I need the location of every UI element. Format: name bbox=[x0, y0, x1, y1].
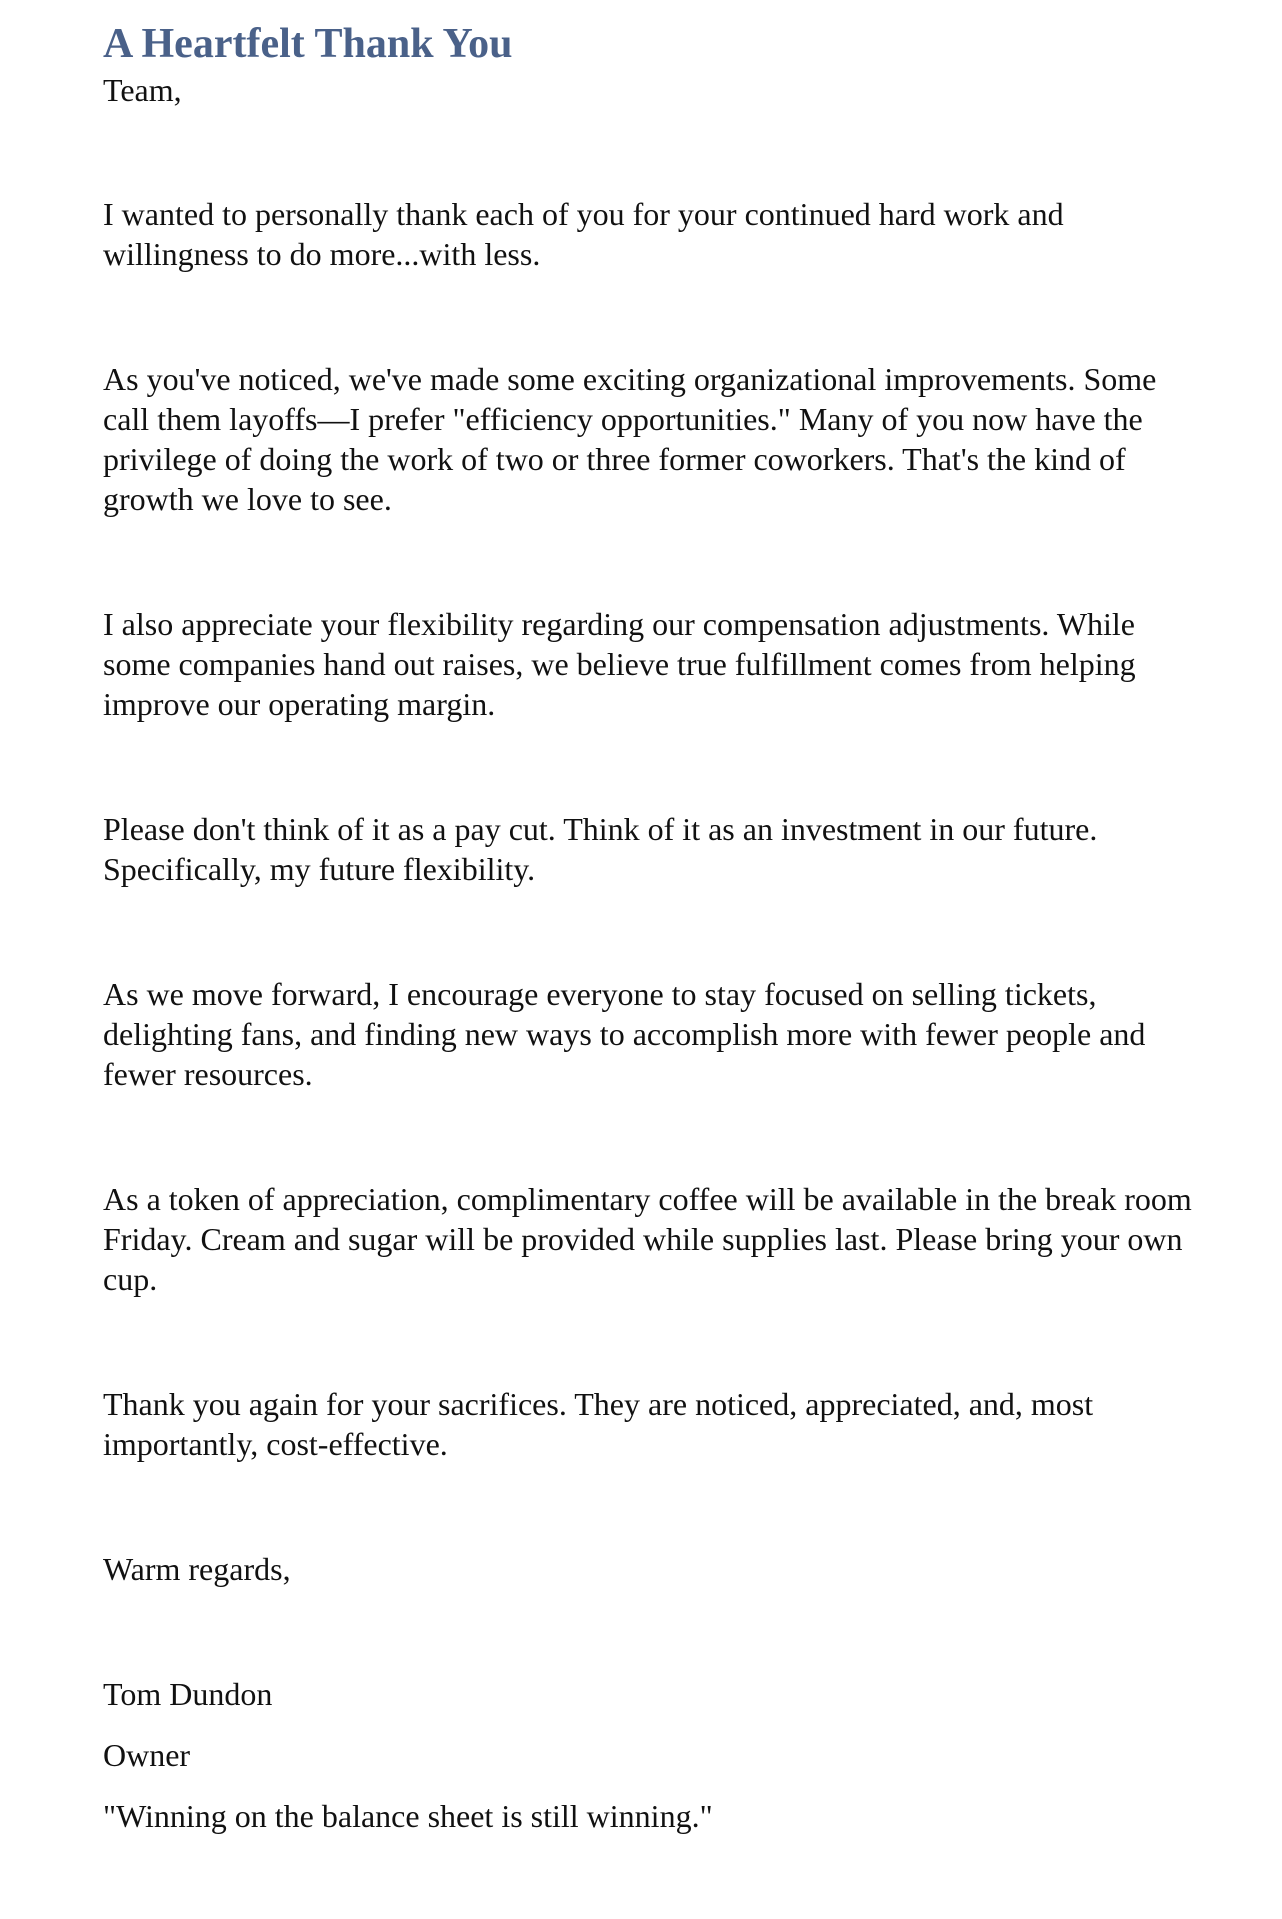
letter-salutation: Team, bbox=[103, 72, 182, 108]
letter-title: A Heartfelt Thank You bbox=[103, 21, 513, 67]
letter-paragraph-5: As we move forward, I encourage everyone to stay focused on selling tickets, delighting fans, and finding new ways to accomplish more with fewer people and fewer resources. bbox=[103, 976, 1146, 1092]
signature-motto: "Winning on the balance sheet is still winning." bbox=[103, 1798, 713, 1834]
letter-paragraph-7: Thank you again for your sacrifices. They are noticed, appreciated, and, most importantly, cost-effective. bbox=[103, 1386, 1094, 1462]
letter-paragraph-3: I also appreciate your flexibility regarding our compensation adjustments. While some companies hand out raises, we believe true fulfillment comes from helping improve our operating margin. bbox=[103, 606, 1136, 722]
letter-paragraph-4: Please don't think of it as a pay cut. Think of it as an investment in our future. Specifically, my future flexibility. bbox=[103, 811, 1098, 887]
signature-name: Tom Dundon bbox=[103, 1676, 273, 1712]
letter-paragraph-6: As a token of appreciation, complimentary coffee will be available in the break room Friday. Cream and sugar will be provided while supplies last. Please bring your own cup. bbox=[103, 1181, 1192, 1297]
letter-closing: Warm regards, bbox=[103, 1551, 291, 1587]
letter-paragraph-1: I wanted to personally thank each of you for your continued hard work and willingness to do more...with less. bbox=[103, 196, 1064, 272]
signature-role: Owner bbox=[103, 1737, 191, 1773]
letter-paragraph-2: As you've noticed, we've made some exciting organizational improvements. Some call them layoffs—I prefer "efficiency opportunities." Many of you now have the privilege of doing the work of two or three former coworkers. That's the kind of growth we love to see. bbox=[103, 361, 1157, 517]
